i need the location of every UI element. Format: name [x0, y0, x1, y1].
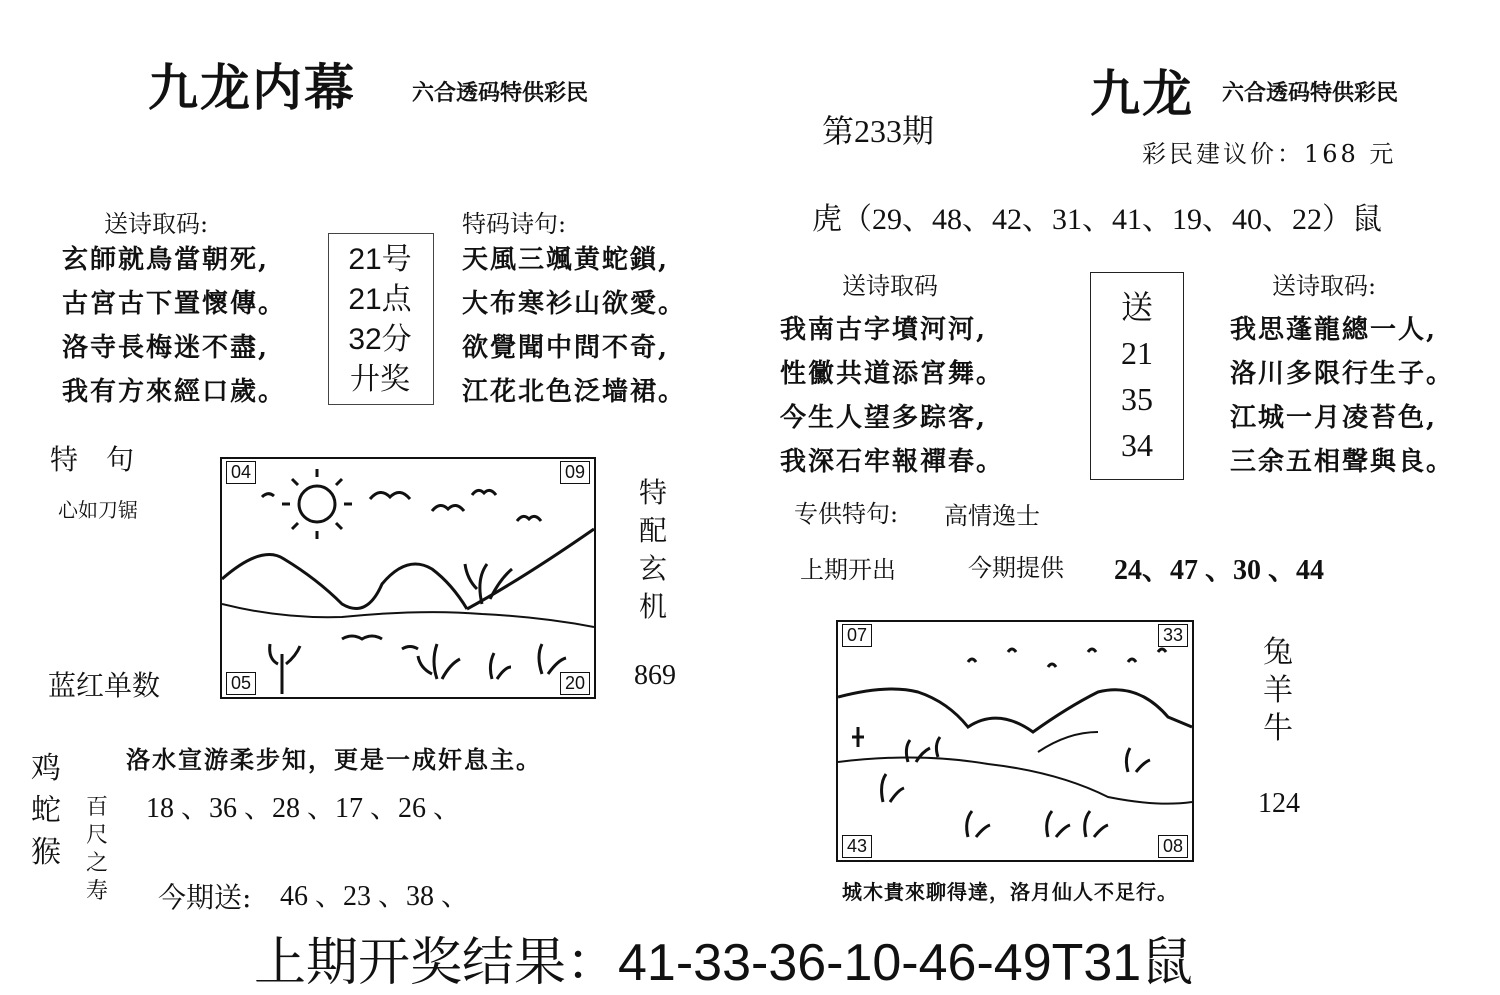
- left-side-vertical: 特配玄机: [638, 476, 667, 623]
- sun-shape: [299, 486, 335, 522]
- poem-line: 江城一月凌苔色,: [1230, 403, 1438, 433]
- right-tiger-line: 虎（29、48、42、31、41、19、40、22）鼠: [812, 203, 1382, 236]
- left-title: 九龙内幕: [148, 58, 356, 117]
- left-center-box-text: [340, 240, 420, 400]
- poem-line: 我深石牢報禪春。: [780, 447, 1005, 477]
- scene-corner-tl: 07: [842, 624, 872, 647]
- left-te-poem: [462, 238, 686, 414]
- right-zhuan-label: 专供特句:: [794, 500, 899, 528]
- box-line: 21号: [348, 243, 412, 276]
- poem-line: 三余五相聲與良。: [1230, 447, 1455, 477]
- left-poem: [62, 238, 286, 414]
- box-line: 21点: [348, 283, 412, 316]
- scene-corner-tl: 04: [226, 461, 256, 484]
- box-line: 21: [1121, 335, 1153, 371]
- left-side-number: 869: [634, 660, 676, 691]
- right-price: 彩民建议价：168 元: [1142, 140, 1397, 168]
- right-bottom-line: 城木貴來聊得達，洛月仙人不足行。: [842, 880, 1178, 904]
- poem-line: 我南古字墳河河,: [780, 315, 988, 345]
- poem-line: 洛川多限行生子。: [1230, 359, 1455, 389]
- box-line: 35: [1121, 381, 1153, 417]
- poem-line: 大布寒衫山欲愛。: [462, 289, 687, 319]
- right-side-number: 124: [1258, 788, 1300, 819]
- poem-line: 我思蓬龍總一人,: [1230, 315, 1438, 345]
- bird-shape: [370, 492, 410, 499]
- poem-line: 古宮古下置懷傳。: [62, 289, 287, 319]
- poem-line: 玄師就鳥當朝死,: [62, 245, 270, 275]
- right-landscape-drawing: [838, 622, 1192, 860]
- poem-line: 洛寺長梅迷不盡,: [62, 333, 270, 363]
- scene-corner-br: 08: [1158, 835, 1188, 858]
- left-lanhong: 蓝红单数: [48, 669, 161, 702]
- box-line: 送: [1120, 289, 1153, 325]
- right-poem2: [1230, 308, 1454, 484]
- left-te-ju-label: 特 句: [50, 443, 135, 476]
- last-result: 上期开奖结果：41-33-36-10-46-49T31鼠: [254, 934, 1194, 992]
- right-zhuan-text: 高情逸士: [944, 502, 1040, 530]
- scene-corner-br: 20: [560, 672, 590, 695]
- poem-line: 我有方來經口歲。: [62, 377, 287, 407]
- mountain-shape: [838, 689, 1192, 732]
- scene-corner-bl: 43: [842, 835, 872, 858]
- left-animals: 鸡蛇猴: [31, 751, 61, 870]
- right-title: 九龙: [1090, 64, 1194, 123]
- right-issue: 第233期: [822, 113, 935, 149]
- box-line: 34: [1121, 427, 1153, 463]
- right-provide-label: 今期提供: [968, 554, 1064, 582]
- left-poem-header: 送诗取码:: [104, 210, 209, 238]
- scene-corner-bl: 05: [226, 672, 256, 695]
- box-line: 32分: [348, 323, 412, 356]
- right-poem1-header: 送诗取码: [842, 272, 938, 300]
- left-jinqi-nums: 46 、23 、38 、: [280, 881, 470, 912]
- left-bottom-line: 洛水宣游柔步知，更是一成奸息主。: [126, 745, 542, 774]
- right-poem1: [780, 308, 1004, 484]
- bird-shape: [968, 649, 1166, 667]
- right-scene: [836, 620, 1194, 862]
- right-subtitle: 六合透码特供彩民: [1222, 80, 1399, 106]
- right-song-box-text: [1092, 284, 1182, 468]
- poem-line: 性黴共道添宮舞。: [780, 359, 1005, 389]
- poem-line: 欲覺聞中問不奇,: [462, 333, 670, 363]
- left-nums-row: 18 、36 、28 、17 、26 、: [146, 793, 462, 824]
- mountain-shape: [222, 555, 467, 610]
- left-te-header: 特码诗句:: [462, 210, 567, 238]
- left-scene: [220, 457, 596, 699]
- left-jinqi-label: 今期送:: [158, 881, 252, 914]
- right-last-label: 上期开出: [800, 556, 896, 584]
- scene-corner-tr: 33: [1158, 624, 1188, 647]
- scene-corner-tr: 09: [560, 461, 590, 484]
- left-baichi: 百尺之寿: [85, 795, 108, 904]
- right-poem2-header: 送诗取码:: [1272, 272, 1377, 300]
- left-landscape-drawing: [222, 459, 594, 697]
- right-provide-nums: 24、47 、30 、44: [1114, 555, 1325, 586]
- poem-line: 江花北色泛墙裙。: [462, 377, 687, 407]
- box-line: 廾奖: [350, 363, 410, 396]
- poem-line: 天風三颯黄蛇鎖,: [462, 245, 670, 275]
- left-subtitle: 六合透码特供彩民: [412, 80, 589, 106]
- poem-line: 今生人望多踪客,: [780, 403, 988, 433]
- right-side-vertical: 兔羊牛: [1263, 635, 1293, 746]
- left-te-ju-text: 心如刀锯: [58, 498, 138, 522]
